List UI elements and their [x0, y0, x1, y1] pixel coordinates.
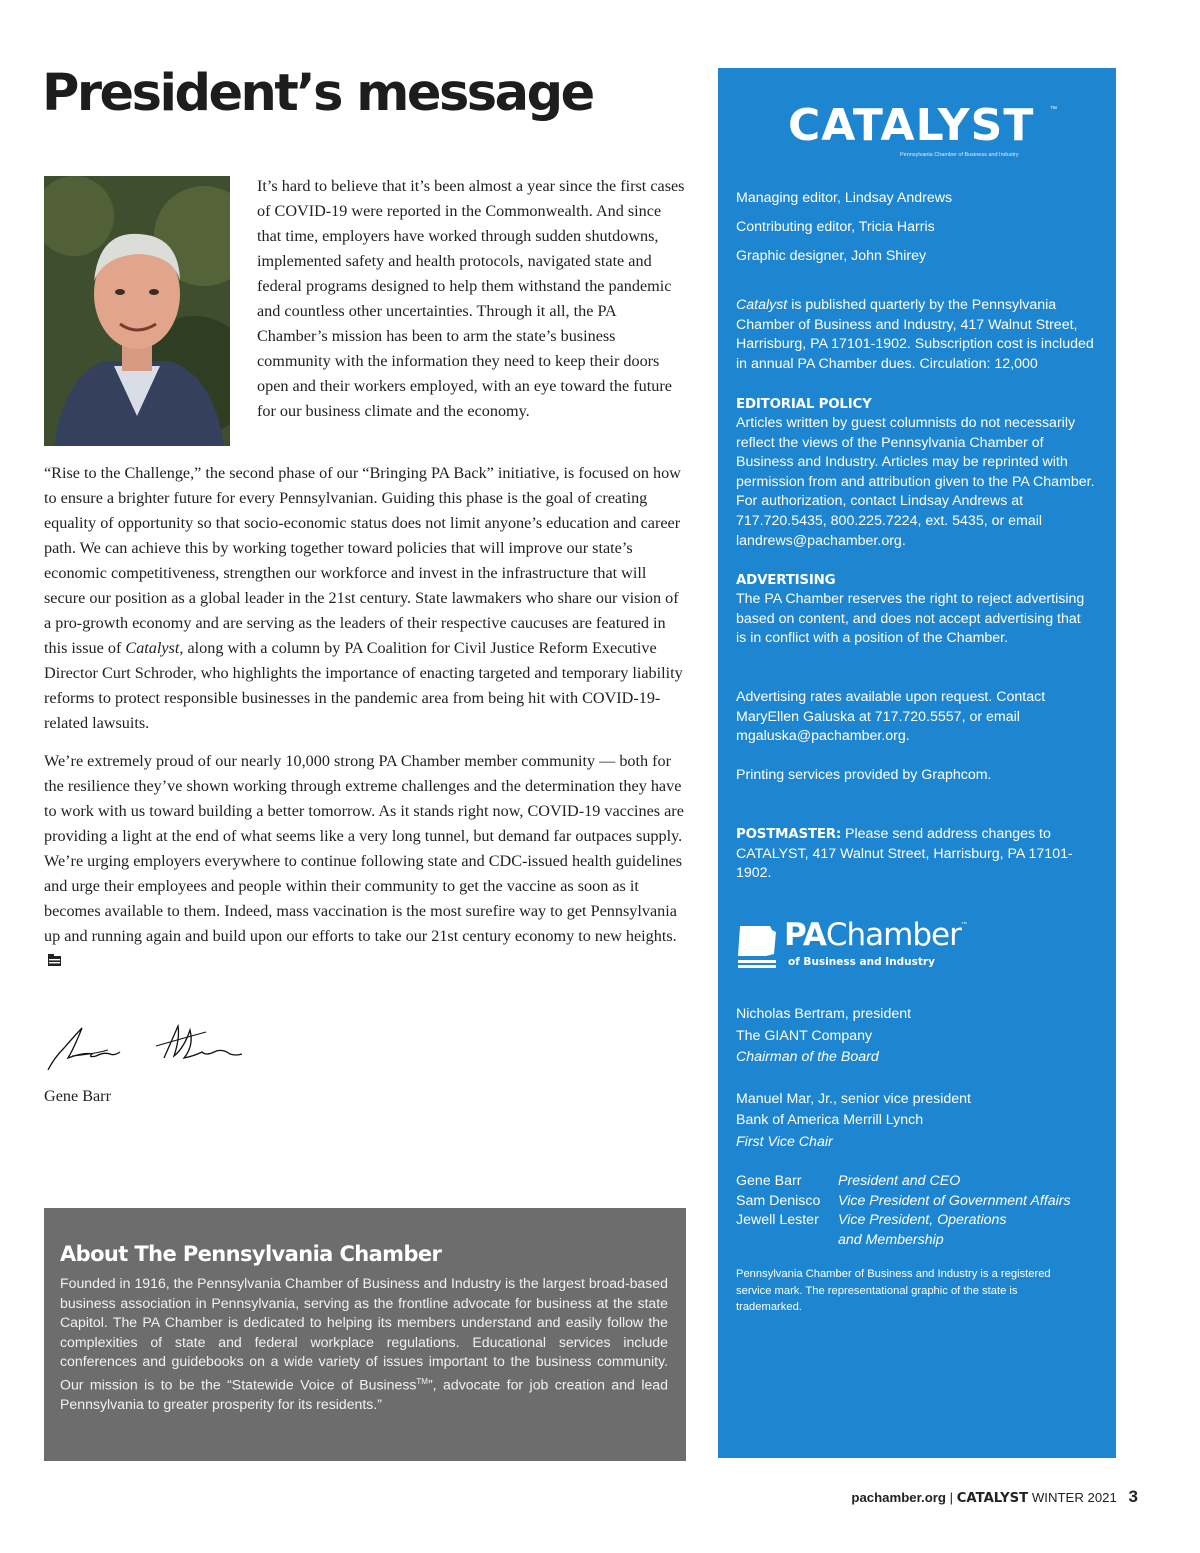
- footer-brand: CATALYST: [956, 1491, 1029, 1506]
- masthead-sidebar: [718, 68, 1116, 1458]
- officer-row: [736, 1211, 1071, 1231]
- postmaster-text: Please send address changes to CATALYST, 417 Walnut Street, Harrisburg, PA 17101-1902.: [736, 826, 1073, 882]
- officer-name: Gene Barr: [736, 1173, 802, 1189]
- officer-row: [736, 1172, 1071, 1192]
- footer-separator: |: [949, 1490, 954, 1505]
- publication-info-text: is published quarterly by the Pennsylvania Chamber of Business and Industry, 417 Walnut Street, Harrisburg, PA 17101-1902. Subscription cost is included in annual PA Chamber dues. Circulation: 12,000: [736, 297, 1094, 372]
- printing-text: Printing services provided by Graphcom.: [736, 767, 992, 783]
- officer-role: President and CEO: [838, 1173, 961, 1189]
- about-box: [44, 1208, 686, 1461]
- paragraph-2-text-after: , along with a column by PA Coalition for Civil Justice Reform Executive Director Curt Schroder, who highlights the importance of enacting targeted and temporary liability reforms to protect responsible businesses in the pandemic area from being hit with COVID-19-related lawsuits.: [44, 639, 683, 732]
- publication-info: [736, 296, 1102, 374]
- staff-graphic-designer: Graphic designer, John Shirey: [736, 248, 927, 264]
- vice-chair-name: Manuel Mar, Jr., senior vice president: [736, 1091, 971, 1107]
- president-portrait: [44, 176, 230, 446]
- about-heading: About The Pennsylvania Chamber: [60, 1242, 442, 1266]
- officer-role: Vice President, Operations: [838, 1212, 1007, 1229]
- pa-chamber-wordmark-tm: ™: [960, 921, 967, 929]
- body-paragraph-3: [44, 749, 689, 974]
- officer-name: [736, 1231, 838, 1251]
- chairman-name: Nicholas Bertram, president: [736, 1006, 912, 1022]
- editorial-policy-heading: EDITORIAL POLICY: [736, 397, 872, 412]
- about-body-text-end: ”, advocate for job creation and lead Pennsylvania to greater prosperity for its residents.”: [60, 1376, 668, 1413]
- intro-paragraph: It’s hard to believe that it’s been almost a year since the first cases of COVID-19 were reported in the Commonwealth. And since that time, employers have worked through sudden shutdowns, implemented safety and health protocols, navigated state and federal programs designed to help them withstand the pandemic and countless other uncertainties. Through it all, the PA Chamber’s mission has been to arm the state’s business community with the information they need to keep their doors open and their workers employed, with an eye toward the future for our business climate and the economy.: [257, 177, 685, 420]
- signature-name: Gene Barr: [44, 1087, 111, 1105]
- catalyst-logo: [788, 100, 1058, 160]
- catalyst-logo-tm: ™: [1050, 106, 1057, 113]
- about-body: [60, 1274, 668, 1415]
- officer-role: Vice President of Government Affairs: [838, 1192, 1071, 1209]
- page-number: 3: [1128, 1487, 1138, 1506]
- advertising-rates-text: Advertising rates available upon request. Contact MaryEllen Galuska at 717.720.5557, or email mgaluska@pachamber.org.: [736, 689, 1046, 745]
- pa-chamber-wordmark-chamber: Chamber: [825, 917, 961, 953]
- postmaster-note: [736, 825, 1096, 884]
- pa-chamber-wordmark-pa: PA: [784, 917, 826, 953]
- vice-chair-company: Bank of America Merrill Lynch: [736, 1112, 924, 1128]
- end-of-article-icon: [47, 950, 62, 964]
- footer-issue: WINTER 2021: [1031, 1490, 1117, 1505]
- body-paragraph-2: [44, 461, 689, 736]
- chairman-role: Chairman of the Board: [736, 1049, 879, 1065]
- footer-site-link[interactable]: pachamber.org: [851, 1490, 946, 1505]
- pa-chamber-wordmark: [784, 917, 967, 953]
- catalyst-italic-sidebar: Catalyst: [736, 297, 788, 313]
- chairman-company: The GIANT Company: [736, 1028, 873, 1044]
- paragraph-2-text: “Rise to the Challenge,” the second phase of our “Bringing PA Back” initiative, is focused on how to ensure a brighter future for every Pennsylvanian. Guiding this phase is the goal of creating equality of opportunity so that socio-economic status does not limit anyone’s education and career path. We can achieve this by working together toward policies that will improve our state’s economic competitiveness, strengthen our workforce and invest in the infrastructure that will secure our position as a global leader in the 21st century. State lawmakers who share our vision of a pro-growth economy and are serving as the leaders of their respective caucuses are featured in this issue of: [44, 464, 681, 657]
- trademark-sup: TM: [416, 1376, 428, 1386]
- pa-chamber-logo: [736, 917, 996, 974]
- editorial-policy-text: Articles written by guest columnists do not necessarily reflect the views of the Pennsylvania Chamber of Business and Industry. Articles may be reprinted with permission from and attribution given to the PA Chamber. For authorization, contact Lindsay Andrews at 717.720.5435, 800.225.7224, ext. 5435, or email landrews@pachamber.org.: [736, 415, 1095, 549]
- paragraph-3-text: We’re extremely proud of our nearly 10,000 strong PA Chamber member community — both for the resilience they’ve shown working through extreme challenges and the determination they have to work with us toward building a better tomorrow. As it stands right now, COVID-19 vaccines are providing a light at the end of what seems like a very long tunnel, but demand far outpaces supply. We’re urging employers everywhere to continue following state and CDC-issued health guidelines and urge their employees and people within their community to get the vaccine as soon as it becomes available to them. Indeed, mass vaccination is the most surefire way to get Pennsylvania up and running again and build upon our efforts to take our 21st century economy to new heights.: [44, 752, 684, 945]
- advertising-text: The PA Chamber reserves the right to reject advertising based on content, and does not accept advertising that is in conflict with a position of the Chamber.: [736, 591, 1085, 647]
- page-footer: [851, 1487, 1138, 1507]
- page-title: President’s message: [42, 64, 593, 123]
- trademark-note: Pennsylvania Chamber of Business and Industry is a registered service mark. The representational graphic of the state is trademarked.: [736, 1268, 1051, 1313]
- staff-contributing-editor: Contributing editor, Tricia Harris: [736, 219, 935, 235]
- about-body-text: Founded in 1916, the Pennsylvania Chamber of Business and Industry is the largest broad-based business association in Pennsylvania, serving as the frontline advocate for business at the state Capitol. The PA Chamber is dedicated to helping its members understand and easily follow the complexities of state and federal workplace regulations. Educational services include conferences and guidebooks on a wide variety of issues important to the business community. Our mission is to be the “Statewide Voice of Business: [60, 1275, 668, 1393]
- vice-chair-role: First Vice Chair: [736, 1134, 833, 1150]
- officer-role: and Membership: [838, 1231, 944, 1248]
- advertising-heading: ADVERTISING: [736, 573, 836, 588]
- officer-name: Jewell Lester: [736, 1212, 819, 1229]
- officer-name: Sam Denisco: [736, 1192, 821, 1209]
- catalyst-italic: Catalyst: [125, 639, 180, 657]
- catalyst-logo-word: CATALYST: [788, 100, 1035, 151]
- catalyst-logo-tagline: Pennsylvania Chamber of Business and Industry: [900, 152, 1019, 158]
- pennsylvania-state-icon: [736, 924, 778, 973]
- officer-row: [736, 1192, 1071, 1212]
- signature: [44, 1018, 244, 1074]
- postmaster-label: POSTMASTER:: [736, 827, 842, 842]
- officers-list: [736, 1172, 1071, 1250]
- pa-chamber-logo-subtitle: of Business and Industry: [788, 956, 935, 968]
- staff-managing-editor: Managing editor, Lindsay Andrews: [736, 190, 953, 206]
- officer-row: [736, 1231, 1071, 1251]
